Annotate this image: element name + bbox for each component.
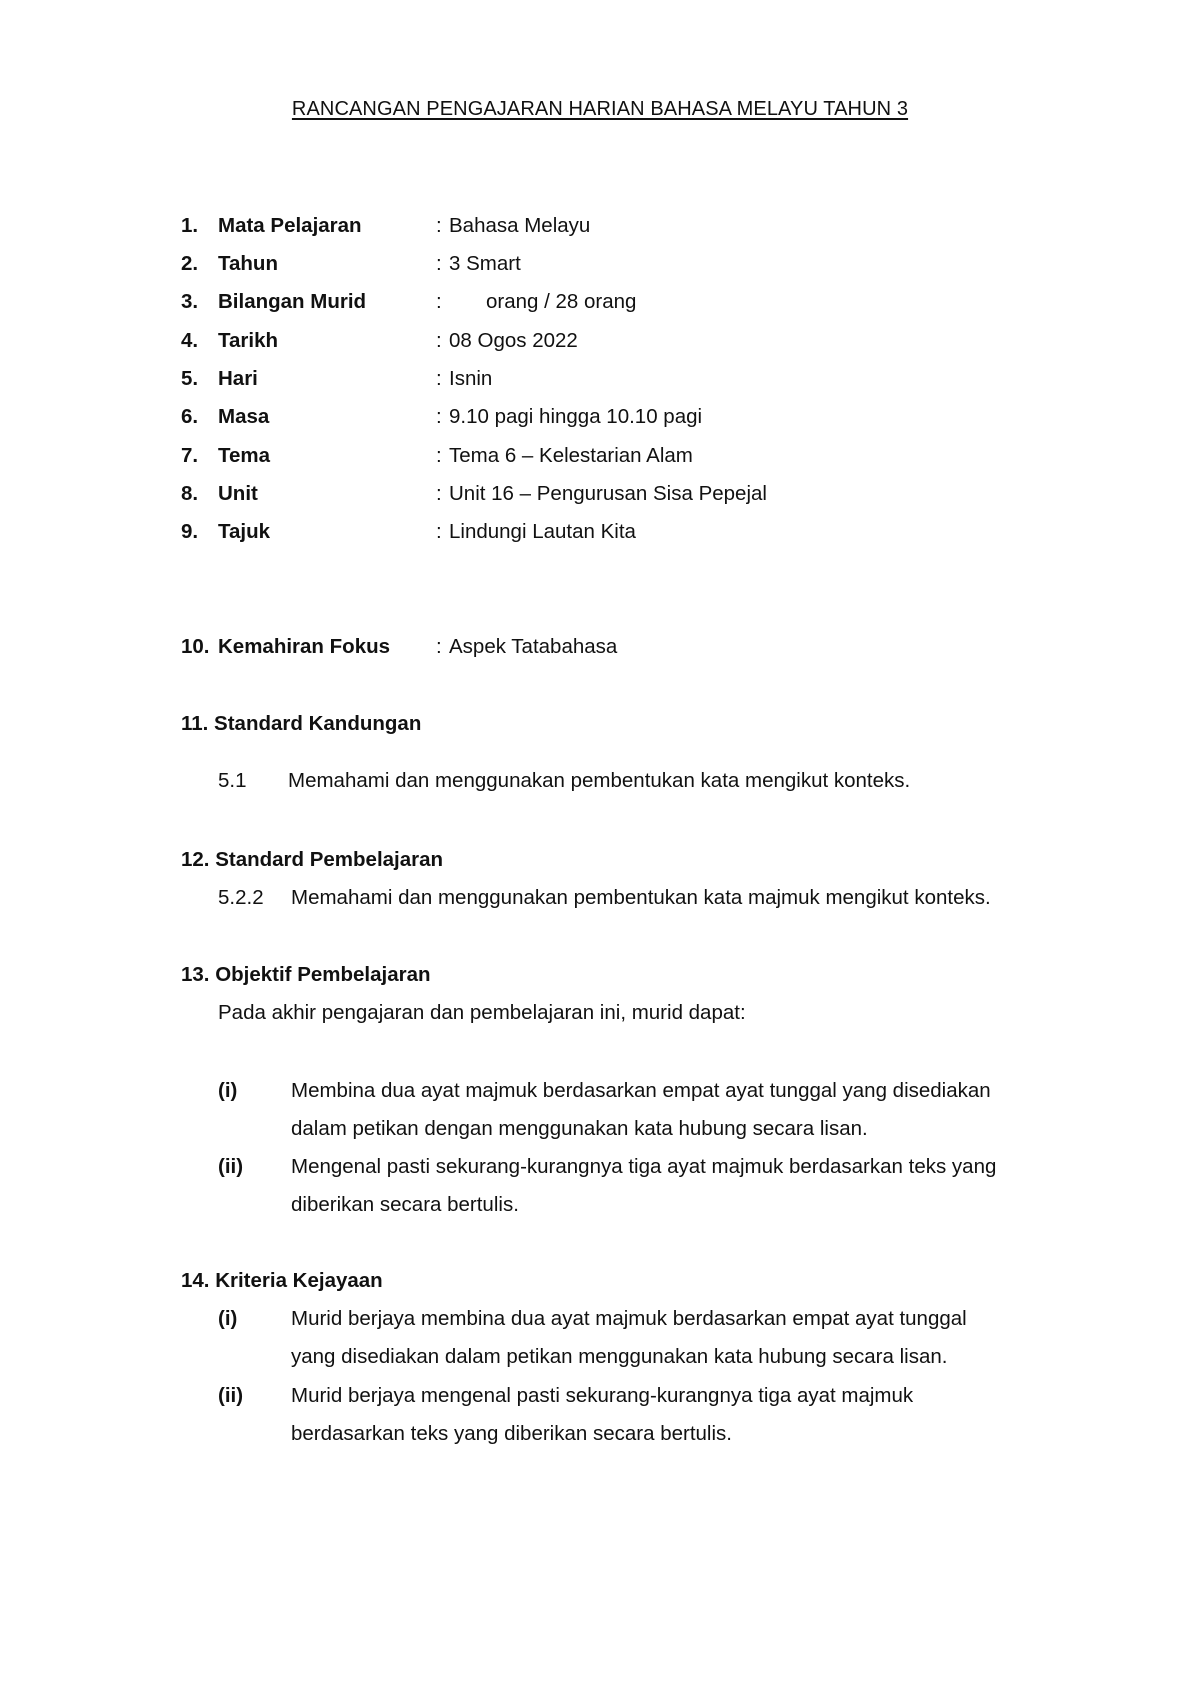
detail-label: Masa — [218, 405, 270, 428]
detail-label: Tema — [218, 444, 271, 467]
detail-colon: : — [436, 635, 442, 658]
detail-value: 08 Ogos 2022 — [449, 329, 578, 352]
objective-item — [291, 1072, 1091, 1148]
objective-marker: (i) — [218, 1079, 238, 1102]
objective-line: dalam petikan dengan menggunakan kata hubung secara lisan. — [291, 1117, 868, 1140]
detail-colon: : — [436, 444, 442, 467]
detail-value: 3 Smart — [449, 252, 521, 275]
content-standard-code: 5.1 — [218, 769, 247, 792]
objectives-heading: 13. Objektif Pembelajaran — [181, 963, 431, 986]
detail-colon: : — [436, 252, 442, 275]
objective-item — [291, 1148, 1091, 1224]
objective-line: Membina dua ayat majmuk berdasarkan empat ayat tunggal yang disediakan — [291, 1079, 991, 1102]
detail-value: Aspek Tatabahasa — [449, 635, 618, 658]
detail-number: 4. — [181, 329, 199, 352]
detail-value: Isnin — [449, 367, 493, 390]
criteria-item — [291, 1300, 1091, 1376]
page-title: RANCANGAN PENGAJARAN HARIAN BAHASA MELAYU TAHUN 3 — [291, 98, 909, 120]
detail-value: Tema 6 – Kelestarian Alam — [449, 444, 693, 467]
detail-value: Unit 16 – Pengurusan Sisa Pepejal — [449, 482, 767, 505]
objectives-intro: Pada akhir pengajaran dan pembelajaran ini, murid dapat: — [218, 1001, 746, 1024]
criteria-line: Murid berjaya mengenal pasti sekurang-kurangnya tiga ayat majmuk — [291, 1384, 914, 1407]
success-criteria-heading: 14. Kriteria Kejayaan — [181, 1269, 383, 1292]
criteria-line: berdasarkan teks yang diberikan secara bertulis. — [291, 1422, 732, 1445]
detail-label: Bilangan Murid — [218, 290, 367, 313]
detail-colon: : — [436, 405, 442, 428]
learning-standard-heading: 12. Standard Pembelajaran — [181, 848, 444, 871]
detail-label: Kemahiran Fokus — [218, 635, 391, 658]
learning-standard-text: Memahami dan menggunakan pembentukan kata majmuk mengikut konteks. — [291, 886, 991, 909]
objective-line: diberikan secara bertulis. — [291, 1193, 519, 1216]
detail-colon: : — [436, 290, 442, 313]
learning-standard-code: 5.2.2 — [218, 886, 264, 909]
criteria-marker: (ii) — [218, 1384, 244, 1407]
detail-colon: : — [436, 329, 442, 352]
detail-value: Bahasa Melayu — [449, 214, 591, 237]
detail-label: Mata Pelajaran — [218, 214, 362, 237]
objective-marker: (ii) — [218, 1155, 244, 1178]
detail-number: 8. — [181, 482, 199, 505]
detail-value: Lindungi Lautan Kita — [449, 520, 636, 543]
detail-number: 5. — [181, 367, 199, 390]
detail-colon: : — [436, 367, 442, 390]
detail-number: 7. — [181, 444, 199, 467]
detail-label: Tarikh — [218, 329, 278, 352]
detail-colon: : — [436, 482, 442, 505]
detail-label: Hari — [218, 367, 258, 390]
detail-colon: : — [436, 214, 442, 237]
detail-label: Unit — [218, 482, 258, 505]
content-standard-text: Memahami dan menggunakan pembentukan kata mengikut konteks. — [288, 769, 911, 792]
detail-colon: : — [436, 520, 442, 543]
criteria-marker: (i) — [218, 1307, 238, 1330]
detail-label: Tahun — [218, 252, 278, 275]
content-standard-heading: 11. Standard Kandungan — [181, 712, 422, 735]
detail-number: 6. — [181, 405, 199, 428]
detail-value: orang / 28 orang — [486, 290, 637, 313]
detail-number: 9. — [181, 520, 199, 543]
detail-number: 1. — [181, 214, 199, 237]
detail-number: 10. — [181, 635, 210, 658]
detail-number: 3. — [181, 290, 199, 313]
criteria-line: yang disediakan dalam petikan menggunakan kata hubung secara lisan. — [291, 1345, 948, 1368]
objective-line: Mengenal pasti sekurang-kurangnya tiga ayat majmuk berdasarkan teks yang — [291, 1155, 997, 1178]
criteria-line: Murid berjaya membina dua ayat majmuk berdasarkan empat ayat tunggal — [291, 1307, 967, 1330]
detail-value: 9.10 pagi hingga 10.10 pagi — [449, 405, 703, 428]
detail-label: Tajuk — [218, 520, 271, 543]
detail-number: 2. — [181, 252, 199, 275]
criteria-item — [291, 1377, 1091, 1453]
